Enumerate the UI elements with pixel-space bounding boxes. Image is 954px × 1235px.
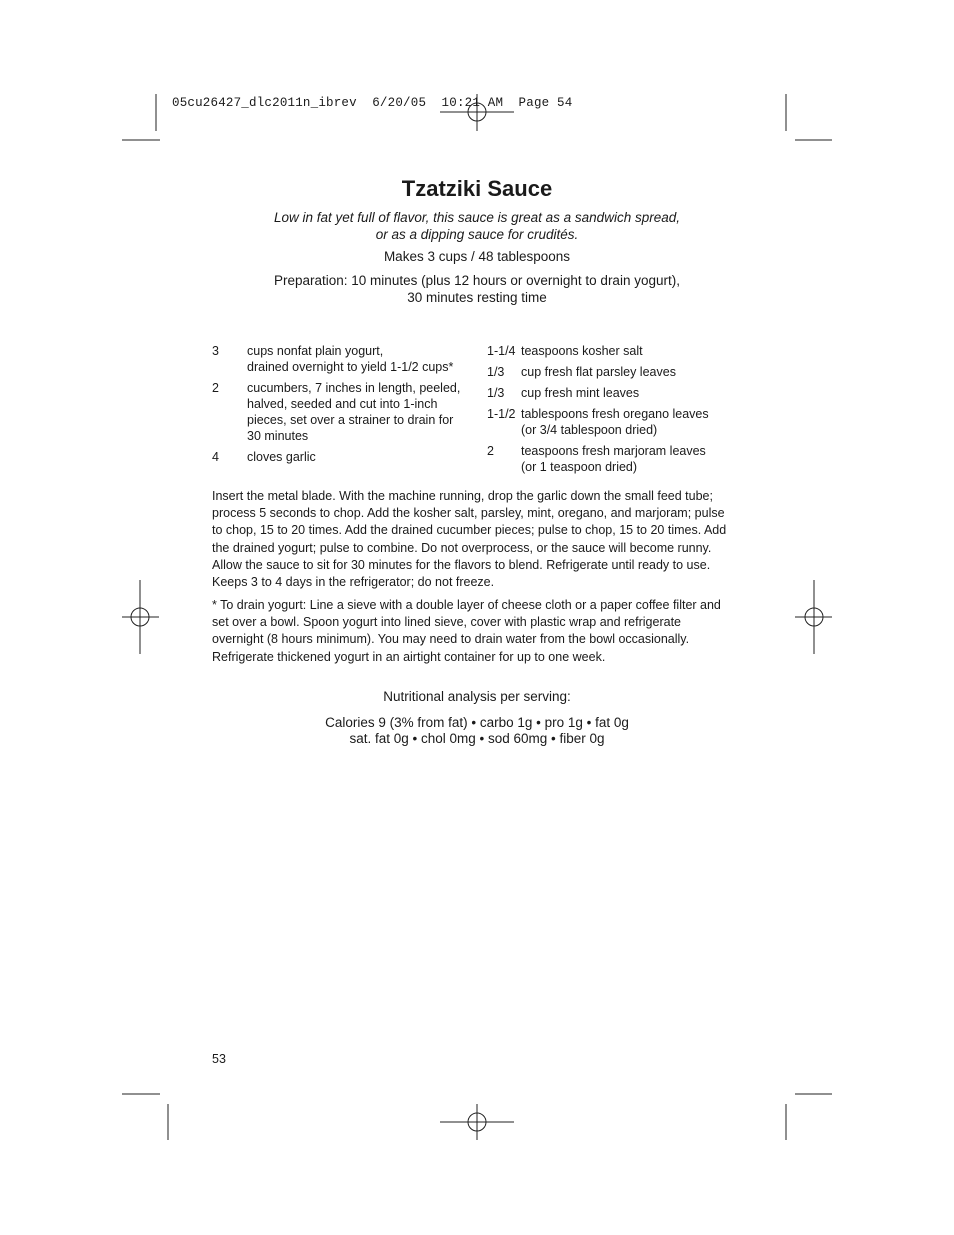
preparation-line: 30 minutes resting time [407,290,547,305]
recipe-subtitle [240,209,714,243]
ingredient-line: cloves garlic [247,450,316,464]
page-number: 53 [212,1052,226,1066]
ingredient-line: (or 1 teaspoon dried) [521,460,638,474]
subtitle-line: or as a dipping sauce for crudités. [375,227,579,242]
instruction-line: Insert the metal blade. With the machine running, drop the garlic down the small feed tube; [212,489,713,503]
ingredients-left-column [212,343,474,470]
ingredient-item [487,364,747,380]
ingredient-quantity: 1/3 [487,386,505,400]
ingredient-description [521,343,747,359]
footnote-line: overnight (8 hours minimum). You may need to drain water from the bowl occasionally. [212,632,690,647]
preparation-time [240,272,714,306]
ingredient-line: (or 3/4 tablespoon dried) [521,423,658,437]
preparation-line: Preparation: 10 minutes (plus 12 hours or overnight to drain yogurt), [274,273,680,288]
ingredient-item [212,449,474,465]
ingredient-line: cups nonfat plain yogurt, [247,344,384,358]
subtitle-line: Low in fat yet full of flavor, this sauce is great as a sandwich spread, [274,210,680,225]
footnote-line: Refrigerate thickened yogurt in an airtight container for up to one week. [212,649,606,664]
nutrition-heading: Nutritional analysis per serving: [383,689,571,704]
ingredient-quantity: 2 [212,381,219,395]
ingredient-description [521,406,747,438]
ingredient-quantity: 2 [487,444,494,458]
ingredient-description [521,443,747,475]
ingredient-description [247,449,474,465]
ingredient-item [487,343,747,359]
ingredient-line: teaspoons fresh marjoram leaves [521,444,706,458]
ingredient-description [521,364,747,380]
ingredient-line: 30 minutes [247,429,309,443]
ingredient-line: teaspoons kosher salt [521,344,643,358]
instruction-line: to chop, 15 to 20 times. Add the drained cucumber pieces; pulse to chop, 15 to 20 times. Add [212,523,727,538]
ingredient-line: tablespoons fresh oregano leaves [521,407,709,421]
ingredient-item [487,385,747,401]
instruction-line: Keeps 3 to 4 days in the refrigerator; do not freeze. [212,575,495,590]
recipe-yield: Makes 3 cups / 48 tablespoons [383,249,571,264]
instruction-line: process 5 seconds to chop. Add the kosher salt, parsley, mint, oregano, and marjoram; pulse [212,506,725,521]
ingredient-line: cup fresh flat parsley leaves [521,365,676,379]
ingredient-item [487,406,747,438]
nutrition-line: sat. fat 0g • chol 0mg • sod 60mg • fiber 0g [349,731,605,746]
ingredient-description [247,343,474,375]
ingredient-quantity: 4 [212,450,219,464]
ingredient-quantity: 3 [212,344,219,358]
ingredient-quantity: 1/3 [487,365,505,379]
ingredient-line: cup fresh mint leaves [521,386,640,400]
ingredient-description [521,385,747,401]
nutrition-line: Calories 9 (3% from fat) • carbo 1g • pro 1g • fat 0g [325,715,629,730]
ingredients-right-column [487,343,747,480]
footnote-line: * To drain yogurt: Line a sieve with a double layer of cheese cloth or a paper coffee filter and [212,598,721,612]
ingredient-line: pieces, set over a strainer to drain for [247,413,454,427]
ingredient-quantity: 1-1/2 [487,407,516,421]
ingredient-description [247,380,474,444]
recipe-title: Tzatziki Sauce [401,176,553,201]
ingredient-item [212,343,474,375]
ingredient-item [212,380,474,444]
ingredient-line: drained overnight to yield 1-1/2 cups* [247,360,454,374]
registration-mark-left [122,580,159,654]
ingredient-item [487,443,747,475]
ingredient-quantity: 1-1/4 [487,344,516,358]
ingredient-line: cucumbers, 7 inches in length, peeled, [247,381,461,395]
registration-mark-bottom [440,1104,514,1140]
print-slug: 05cu26427_dlc2011n_ibrev 6/20/05 10:21 AM Page 54 [172,96,573,110]
yogurt-footnote [212,597,744,666]
instruction-line: Allow the sauce to sit for 30 minutes for the flavors to blend. Refrigerate until ready to use. [212,557,711,572]
instruction-line: the drained yogurt; pulse to combine. Do not overprocess, or the sauce will become runny. [212,540,712,555]
footnote-line: set over a bowl. Spoon yogurt into lined sieve, cover with plastic wrap and refrigerate [212,615,681,630]
recipe-instructions [212,488,744,591]
ingredient-line: halved, seeded and cut into 1-inch [247,397,438,411]
registration-mark-right [795,580,832,654]
